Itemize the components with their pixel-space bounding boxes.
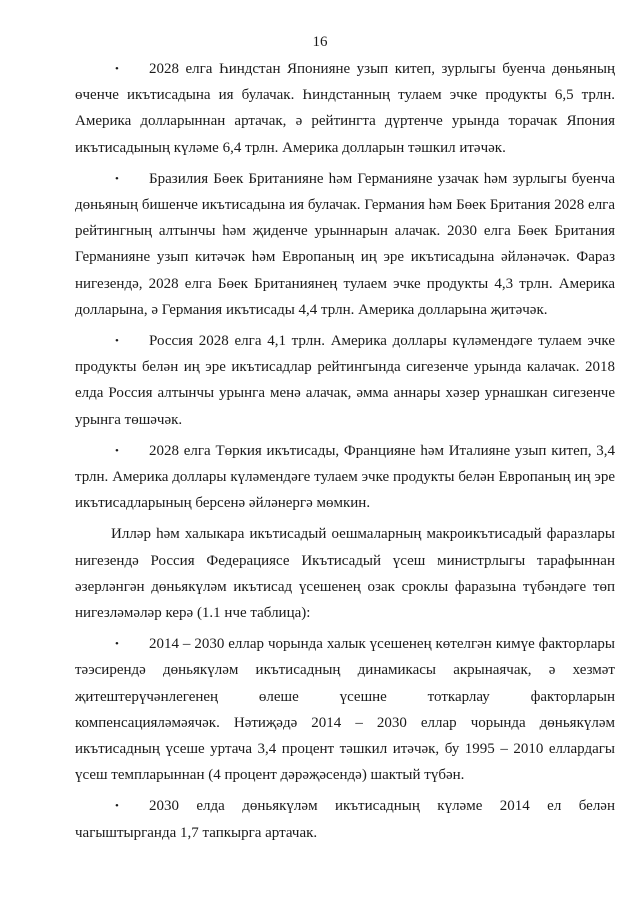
bullet-paragraph-india — [75, 56, 615, 161]
bullet-icon: • — [115, 638, 119, 651]
bullet-paragraph-turkey — [75, 438, 615, 517]
paragraph-text: 2028 елга Төркия икътисады, Франциянe һәм Италияне узып китеп, 3,4 трлн. Америка доллары күләмендәге тулаем эчке продукты белән Европаның иң эре икътисадларының берсенә әйләнергә мөмкин. — [75, 442, 615, 512]
bullet-paragraph-russia — [75, 328, 615, 433]
bullet-icon: • — [115, 172, 119, 185]
bullet-paragraph-growth — [75, 631, 615, 788]
paragraph-text: Бразилия Бөек Британияне һәм Германияне узачак һәм зурлыгы буенча дөньяның бишенче икътисадына ия булачак. Германия һәм Бөек Британия 2028 елга рейтингның алтынчы һәм җиденче урыннарын алачак. 2030 елга Бөек Британия Германияне узып китәчәк һәм Европаның иң эре икътисадына әйләнәчәк. Фараз нигезендә, 2028 елга Бөек Британиянең тулаем эчке продукты 4,3 трлн. Америка долларына, ә Германия икътисады 4,4 трлн. Америка долларына җитәчәк. — [75, 170, 615, 318]
bullet-paragraph-brazil — [75, 166, 615, 323]
bullet-icon: • — [115, 63, 119, 75]
bullet-icon: • — [115, 800, 119, 813]
paragraph-text: 2030 елда дөньякүләм икътисадның күләме 2014 ел белән чагыштырганда 1,7 тапкырга артачак. — [75, 798, 615, 841]
paragraph-text: 2028 елга Һиндстан Японияне узып китеп, зурлыгы буенча дөньяның өченче икътисадына ия булачак. Һиндстанның тулаем эчке продукты 6,5 трлн. Америка долларыннан артачак, ә рейтингта дүртенче урында торачак Япония икътисадының күләме 6,4 трлн. Америка долларын тәшкил итәчәк. — [75, 61, 615, 156]
bullet-icon: • — [115, 335, 119, 348]
document-body — [75, 56, 615, 846]
intro-paragraph: Илләр һәм халыкара икътисадый оешмаларның макроикътисадый фаразлары нигезендә Россия Федерациясе Икътисадый үсеш министрлыгы тарафыннан әзерләнгән дөньякүләм икътисад үсешенең озак сроклы фаразына түбәндәге төп нигезләмәләр керә (1.1 нче таблица): — [75, 526, 615, 622]
page-number: 16 — [312, 34, 328, 50]
bullet-paragraph-volume — [75, 793, 615, 845]
paragraph-text: 2014 – 2030 еллар чорында халык үсешенең көтелгән кимүе факторлары тәэсирендә дөньякүләм икътисадның динамикасы акрынаячак, ә хезмәт җитештерүчәнлегенең өлеше үсешне тоткарлау факторларын компенсацияләмәячәк. Нәтиҗәдә 2014 – 2030 еллар чорында дөньякүләм икътисадның үсеше уртача 3,4 процент тәшкил итәчәк, бу 1995 – 2010 еллардагы үсеш темпларыннан (4 процент дәрәҗәсендә) шактый түбән. — [75, 636, 615, 784]
bullet-icon: • — [115, 444, 119, 457]
paragraph-text: Россия 2028 елга 4,1 трлн. Америка доллары күләмендәге тулаем эчке продукты белән иң эре икътисадлар рейтингында сигезенче урында калачак. 2018 елда Россия алтынчы урынга менә алачак, әмма аннары хәзер урнашкан сигезенче урынга төшәчәк. — [75, 333, 615, 428]
